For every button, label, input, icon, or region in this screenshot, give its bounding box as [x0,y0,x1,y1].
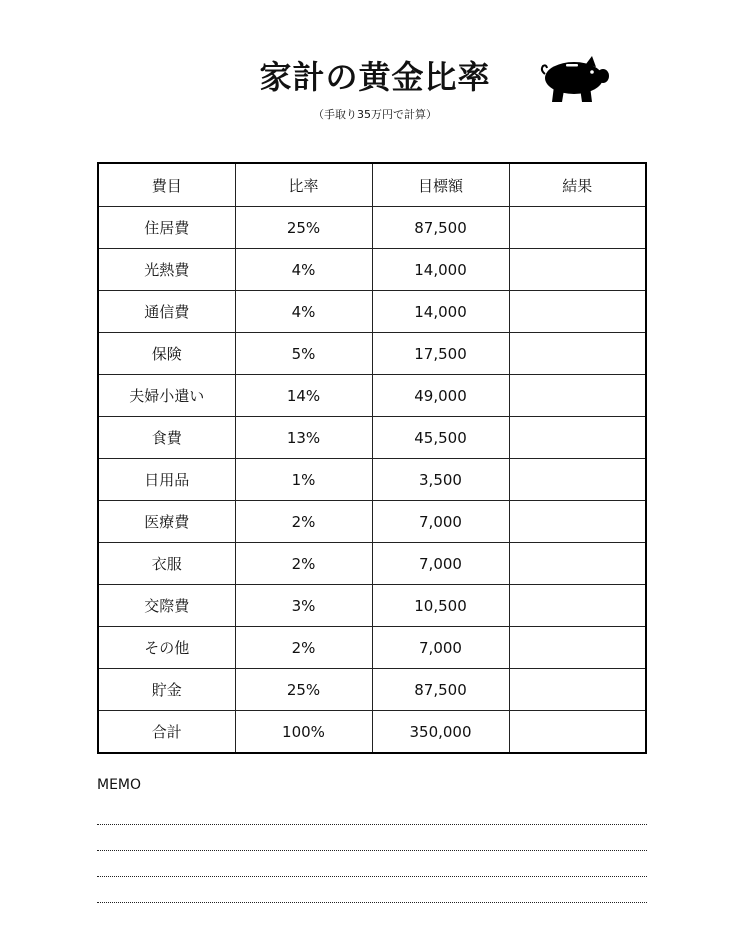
cell-category: 通信費 [98,291,235,333]
table-row [98,249,646,291]
cell-result[interactable] [509,627,646,669]
cell-target-amount: 49,000 [372,375,509,417]
cell-result[interactable] [509,585,646,627]
header-target-amount: 目標額 [372,163,509,207]
cell-target-amount: 87,500 [372,669,509,711]
cell-target-amount: 3,500 [372,459,509,501]
cell-category: 住居費 [98,207,235,249]
table-row [98,459,646,501]
cell-ratio: 2% [235,501,372,543]
cell-target-amount: 17,500 [372,333,509,375]
table-row [98,291,646,333]
memo-line[interactable] [97,876,647,877]
cell-category: その他 [98,627,235,669]
table-row [98,627,646,669]
cell-category: 食費 [98,417,235,459]
table-row [98,417,646,459]
cell-category: 交際費 [98,585,235,627]
cell-ratio: 25% [235,669,372,711]
cell-target-amount: 7,000 [372,543,509,585]
header-category: 費目 [98,163,235,207]
cell-result[interactable] [509,459,646,501]
cell-target-amount: 14,000 [372,291,509,333]
cell-target-amount: 7,000 [372,627,509,669]
table-row [98,669,646,711]
cell-result[interactable] [509,207,646,249]
cell-target-amount: 14,000 [372,249,509,291]
cell-result[interactable] [509,417,646,459]
cell-result[interactable] [509,291,646,333]
table-row [98,207,646,249]
cell-category: 日用品 [98,459,235,501]
header-result: 結果 [509,163,646,207]
cell-target-amount: 87,500 [372,207,509,249]
cell-result[interactable] [509,501,646,543]
table-body [98,207,646,754]
table-header-row [98,163,646,207]
memo-line[interactable] [97,824,647,825]
cell-category: 保険 [98,333,235,375]
table-row [98,543,646,585]
table-row [98,711,646,754]
cell-result[interactable] [509,669,646,711]
cell-target-amount: 10,500 [372,585,509,627]
memo-line[interactable] [97,902,647,903]
cell-category: 光熱費 [98,249,235,291]
cell-ratio: 5% [235,333,372,375]
cell-target-amount: 350,000 [372,711,509,754]
cell-ratio: 25% [235,207,372,249]
cell-target-amount: 7,000 [372,501,509,543]
cell-ratio: 1% [235,459,372,501]
cell-category: 衣服 [98,543,235,585]
cell-ratio: 13% [235,417,372,459]
cell-category: 医療費 [98,501,235,543]
cell-ratio: 4% [235,291,372,333]
cell-target-amount: 45,500 [372,417,509,459]
table-row [98,375,646,417]
memo-label: MEMO [97,777,142,793]
cell-category: 夫婦小遣い [98,375,235,417]
cell-result[interactable] [509,711,646,754]
table-row [98,333,646,375]
memo-line[interactable] [97,850,647,851]
cell-result[interactable] [509,249,646,291]
cell-category: 貯金 [98,669,235,711]
table-row [98,585,646,627]
cell-ratio: 3% [235,585,372,627]
budget-ratio-table [97,162,647,754]
cell-ratio: 2% [235,627,372,669]
cell-result[interactable] [509,543,646,585]
cell-ratio: 100% [235,711,372,754]
header-ratio: 比率 [235,163,372,207]
cell-ratio: 2% [235,543,372,585]
piggy-bank-icon [540,56,614,104]
page-title: 家計の黄金比率 [259,58,491,96]
page-subtitle: （手取り35万円で計算） [313,108,437,121]
cell-ratio: 4% [235,249,372,291]
cell-result[interactable] [509,375,646,417]
cell-ratio: 14% [235,375,372,417]
table-row [98,501,646,543]
cell-result[interactable] [509,333,646,375]
cell-category: 合計 [98,711,235,754]
